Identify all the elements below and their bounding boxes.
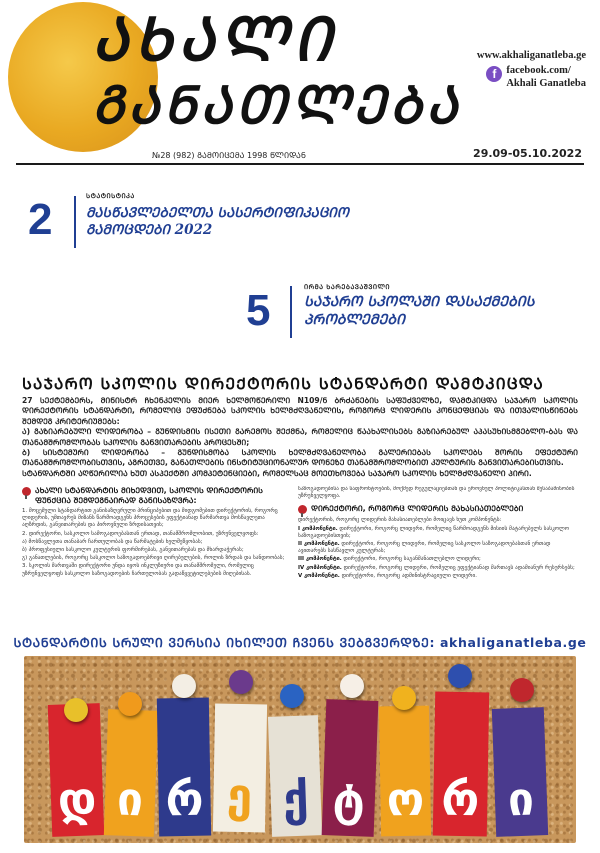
column-paragraph: საზოგადოებისა და საფრონტოების, მოქმედ რეგულაციებთან და ეროვნულ პოლიტიკასთან შესაბამისობის უზრუნველყოფა. (298, 486, 575, 500)
component-item: III კომპონენტი. დირექტორი, როგორც საგანმანათლებლო ლიდერი; (298, 556, 481, 563)
article-lead (22, 396, 578, 479)
column-paragraph: 3. სკოლის მართვაში დირექტორი უნდა იყოს ინკლუზიური და თანამშრომელი, რომელიც უზრუნველყოფს სასკოლო საზოგადოების ჩართულობას გადაწყვეტილებების მიღებისას. (22, 563, 254, 577)
teaser-kicker: ᲡᲢᲐᲢᲘᲡᲢᲘᲙᲐ (86, 192, 135, 200)
pushpin-icon (172, 674, 196, 698)
letter-card: რ (433, 692, 490, 837)
component-item: I კომპონენტი. დირექტორი, როგორც ლიდერი, რომელიც წარმოადგენს მისიის მატარებელს სასკოლო საზოგადოებისთვის; (298, 525, 569, 539)
component-label: II კომპონენტი. (298, 541, 340, 548)
facebook-name: Akhali Ganatleba (506, 78, 586, 89)
pushpin-icon (340, 674, 364, 698)
teaser-title[interactable]: ᲛᲐᲡᲬᲐᲕᲚᲔᲑᲔᲚᲗᲐ ᲡᲐᲡᲔᲠᲢᲘᲤᲘᲙᲐᲪᲘᲝ ᲒᲐᲛᲝᲪᲓᲔᲑᲘ 2022 (86, 205, 349, 238)
letter-card: ი (104, 709, 158, 837)
teaser-divider (74, 196, 76, 248)
component-item: IV კომპონენტი. დირექტორი, როგორც ლიდერი, რომელიც ეფექტიანად მართავს ადამიანურ რესურსებს; (298, 564, 575, 571)
teaser-page-number[interactable]: 5 (246, 286, 271, 335)
column-paragraph: ბ) პროფესიული სასკოლო კულტურის ფორმირებას, განვითარებას და მხარდაჭერას; (22, 547, 244, 554)
letter-card: ო (379, 706, 431, 837)
website-link[interactable]: www.akhaliganatleba.ge (476, 50, 586, 61)
component-label: IV კომპონენტი. (298, 564, 342, 571)
letter-card: რ (157, 698, 211, 837)
teaser-page-number[interactable]: 2 (28, 195, 53, 244)
column-paragraph: 2. დირექტორი, სასკოლო სამოგადოებასთან ერთად, თანამშრომლობით, უზრუნველყოფს: (22, 530, 259, 537)
component-item: II კომპონენტი. დირექტორი, როგორც ლიდერი, რომელიც სასკოლო საზოგადოებასთან ერთად ავითარებს სასწავლო კულტურას; (298, 541, 551, 555)
facebook-block[interactable] (486, 64, 586, 90)
masthead-divider (16, 163, 584, 165)
column-paragraph: გ) განათლების, როგორც სასკოლო საზოგადოებრივი ღირებულების, როლის ზრდას და სანდოობას; (22, 555, 285, 562)
column-left-title: ᲐᲮᲐᲚᲘ ᲡᲢᲐᲜᲓᲐᲠᲢᲘᲡ ᲛᲘᲮᲔᲓᲕᲘᲗ, ᲡᲙᲝᲚᲘᲡ ᲓᲘᲠᲔᲥᲢᲝᲠᲘᲡ ᲤᲣᲜᲥᲪᲘᲐ ᲨᲔᲛᲓᲔᲒᲜᲐᲘᲠᲐᲓ ᲒᲐᲜᲘᲡᲐᲖᲦᲕᲠᲐ: (35, 486, 264, 505)
issue-number: №28 (982) ᲒᲐᲛᲝᲘᲪᲔᲛᲐ 1998 ᲬᲚᲘᲓᲐᲜ (152, 151, 306, 160)
lead-paragraph: Ა) ᲒᲐᲖᲘᲐᲠᲔᲑᲣᲚᲘ ᲚᲘᲓᲔᲠᲝᲑᲐ – ᲒᲣᲜᲓᲘᲡᲛᲘᲡ ᲘᲡᲔᲗᲘ ᲒᲐᲠᲔᲛᲝᲡ ᲨᲔᲥᲛᲜᲐ, ᲠᲝᲛᲔᲚᲘᲪ ᲬᲐᲐᲮᲐᲚᲘᲡᲔᲑᲡ ᲒᲐᲖᲘᲐᲠᲔᲑᲣᲚ ᲐᲞᲐᲡᲣᲮᲘᲡᲛᲒᲔᲑᲚᲝ-ᲑᲐᲡ ᲓᲐ ᲗᲐᲜᲐᲛᲨᲠᲝᲛᲚᲝᲑᲐᲡ ᲡᲙᲝᲚᲘᲡ ᲒᲐᲜᲕᲘᲗᲐᲠᲔᲑᲘᲡ ᲞᲠᲝᲪᲔᲡᲨᲘ; (22, 427, 578, 447)
masthead-title-line2: ᲒᲐᲜᲐᲗᲚᲔᲑᲐ (92, 75, 462, 136)
pushpin-icon (448, 664, 472, 688)
column-left (22, 486, 288, 626)
teaser-title[interactable]: ᲡᲐᲯᲐᲠᲝ ᲡᲙᲝᲚᲐᲨᲘ ᲓᲐᲡᲐᲥᲛᲔᲑᲘᲡ ᲞᲠᲝᲑᲚᲔᲛᲔᲑᲘ (304, 294, 535, 328)
article-headline: ᲡᲐᲯᲐᲠᲝ ᲡᲙᲝᲚᲘᲡ ᲓᲘᲠᲔᲥᲢᲝᲠᲘᲡ ᲡᲢᲐᲜᲓᲐᲠᲢᲘ ᲓᲐᲛᲢᲙᲘᲪᲓᲐ (22, 375, 544, 393)
pushpin-icon (22, 487, 31, 496)
column-paragraph: 1. მოცემული სტანდარტით განისაზღვრული პრინციპებით და მიდგომებით დირექტორის, როგორც ლიდერის, უმთავრეს მიზანს წარმოადგენს პროცესების ეფექტიანად წარმართვა მოსწავლეთა აღზრდის, განვითარების და პიროვნული ზრდისათვის; (22, 508, 278, 529)
teaser-kicker: ᲘᲠᲛᲐ ᲮᲐᲠᲔᲑᲐᲕᲐᲨᲕᲘᲚᲘ (304, 283, 391, 291)
component-label: I კომპონენტი. (298, 525, 338, 532)
component-item: V კომპონენტი. დირექტორი, როგორც ადმინისტრაციული ლიდერი. (298, 572, 477, 579)
letter-card: დ (48, 703, 105, 837)
pushpin-icon (118, 692, 142, 716)
facebook-url: facebook.com/ (506, 65, 571, 76)
pushpin-icon (280, 684, 304, 708)
letter-card: ქ (268, 715, 322, 837)
column-right-title: ᲓᲘᲠᲔᲥᲢᲝᲠᲘ, ᲠᲝᲒᲝᲠᲪ ᲚᲘᲓᲔᲠᲘᲡ ᲛᲐᲮᲐᲡᲘᲐᲗᲔᲑᲚᲔᲑᲘ (311, 504, 524, 514)
pushpin-icon (298, 505, 307, 514)
issue-dates: 29.09-05.10.2022 (473, 147, 582, 160)
lead-paragraph: Ბ) ᲡᲘᲡᲢᲔᲛᲣᲠᲘ ᲚᲘᲓᲔᲠᲝᲑᲐ – ᲒᲣᲜᲓᲘᲡᲛᲝᲑᲐ ᲡᲙᲝᲚᲘᲡ ᲮᲔᲚᲛᲫᲦᲕᲐᲜᲔᲚᲝᲑᲐ ᲒᲐᲚᲔᲠᲘᲔᲑᲐᲡ ᲡᲙᲝᲚᲔᲑᲡ ᲨᲝᲠᲘᲡ ᲔᲤᲔᲥᲢᲣᲠᲘ ᲗᲐᲜᲐᲛᲨᲠᲝᲛᲚᲝᲑᲘᲡᲗᲕᲘᲡ, ᲐᲒᲠᲔᲗᲕᲔ, ᲒᲐᲜᲐᲗᲚᲔᲑᲘᲡ ᲘᲜᲡᲢᲘᲢᲣᲪᲘᲝᲜᲐᲚᲣᲠ ᲓᲝᲜᲔᲖᲔ ᲗᲐᲜᲐᲛᲨᲠᲝᲛᲚᲝᲑᲘᲗ ᲙᲣᲚᲢᲣᲠᲘᲡ ᲒᲐᲜᲕᲘᲗᲐᲠᲔᲑᲘᲡᲗᲕᲘᲡ. (22, 448, 578, 468)
letter-card: ტ (322, 699, 379, 837)
component-label: V კომპონენტი. (298, 572, 340, 579)
cork-board-image (24, 656, 576, 843)
component-label: III კომპონენტი. (298, 556, 342, 563)
column-paragraph: დირექტორის, როგორც ლიდერის მახასიათებლები მოიცავს ხუთ კომპონენტს: (298, 517, 502, 524)
masthead-title-line1: ᲐᲮᲐᲚᲘ (92, 5, 338, 75)
pushpin-icon (510, 678, 534, 702)
column-paragraph: ა) მოსწავლეთა თანაბარ ჩართულობას და წარმატების ხელშეწყობას; (22, 538, 203, 545)
letter-card: ე (213, 704, 267, 833)
letter-card: ი (492, 707, 548, 837)
pushpin-icon (64, 698, 88, 722)
column-right (298, 486, 578, 626)
website-banner[interactable]: ᲡᲢᲐᲜᲓᲐᲠᲢᲘᲡ ᲡᲠᲣᲚᲘ ᲕᲔᲠᲡᲘᲐ ᲘᲮᲘᲚᲔᲗ ᲩᲕᲔᲜᲡ ᲕᲔᲑᲒᲕᲔᲠᲓᲖᲔ: akhaliganatleba.ge (13, 635, 587, 650)
lead-paragraph: 27 ᲡᲔᲥᲢᲔᲛᲑᲔᲠᲡ, ᲛᲘᲜᲘᲡᲢᲠ ᲩᲮᲔᲜᲙᲔᲚᲘᲡ ᲛᲘᲔᲠ ᲮᲔᲚᲛᲝᲬᲔᲠᲘᲚᲘ N109/Ნ ᲑᲠᲫᲐᲜᲔᲑᲘᲡ ᲡᲐᲤᲣᲫᲕᲔᲚᲖᲔ, ᲓᲐᲛᲢᲙᲘᲪᲓᲐ ᲡᲐᲯᲐᲠᲝ ᲡᲙᲝᲚᲘᲡ ᲓᲘᲠᲔᲥᲢᲝᲠᲘᲡ ᲡᲢᲐᲜᲓᲐᲠᲢᲘ, ᲠᲝᲛᲔᲚᲘᲪ ᲔᲤᲣᲫᲜᲔᲑᲐ ᲡᲙᲝᲚᲘᲡ ᲮᲔᲚᲛᲫᲦᲕᲐᲜᲔᲚᲘᲡ, ᲠᲝᲒᲝᲠᲪ ᲚᲘᲓᲔᲠᲘᲡ ᲙᲝᲜᲪᲔᲤᲪᲘᲐᲡ ᲓᲐ ᲘᲗᲕᲐᲚᲘᲡᲬᲘᲜᲔᲑᲡ ᲨᲔᲛᲓᲔᲒ ᲙᲠᲘᲢᲔᲠᲘᲣᲛᲔᲑᲡ: (22, 396, 578, 426)
teaser-divider (290, 286, 292, 338)
facebook-icon: f (486, 66, 502, 82)
lead-paragraph: ᲡᲢᲐᲜᲓᲐᲠᲢᲨᲘ ᲐᲦᲬᲔᲠᲘᲚᲘᲐ ᲮᲣᲗ ᲐᲡᲞᲔᲥᲢᲨᲘ ᲙᲝᲛᲞᲔᲢᲔᲜᲪᲘᲔᲑᲘ, ᲠᲝᲛᲔᲚᲡᲐᲪ ᲛᲝᲔᲗᲮᲝᲕᲔᲑᲐ ᲡᲐᲯᲐᲠᲝ ᲡᲙᲝᲚᲘᲡ ᲮᲔᲚᲛᲫᲦᲕᲐᲜᲔᲚᲘ ᲞᲘᲠᲘ. (22, 468, 532, 478)
pushpin-icon (392, 686, 416, 710)
pushpin-icon (229, 670, 253, 694)
